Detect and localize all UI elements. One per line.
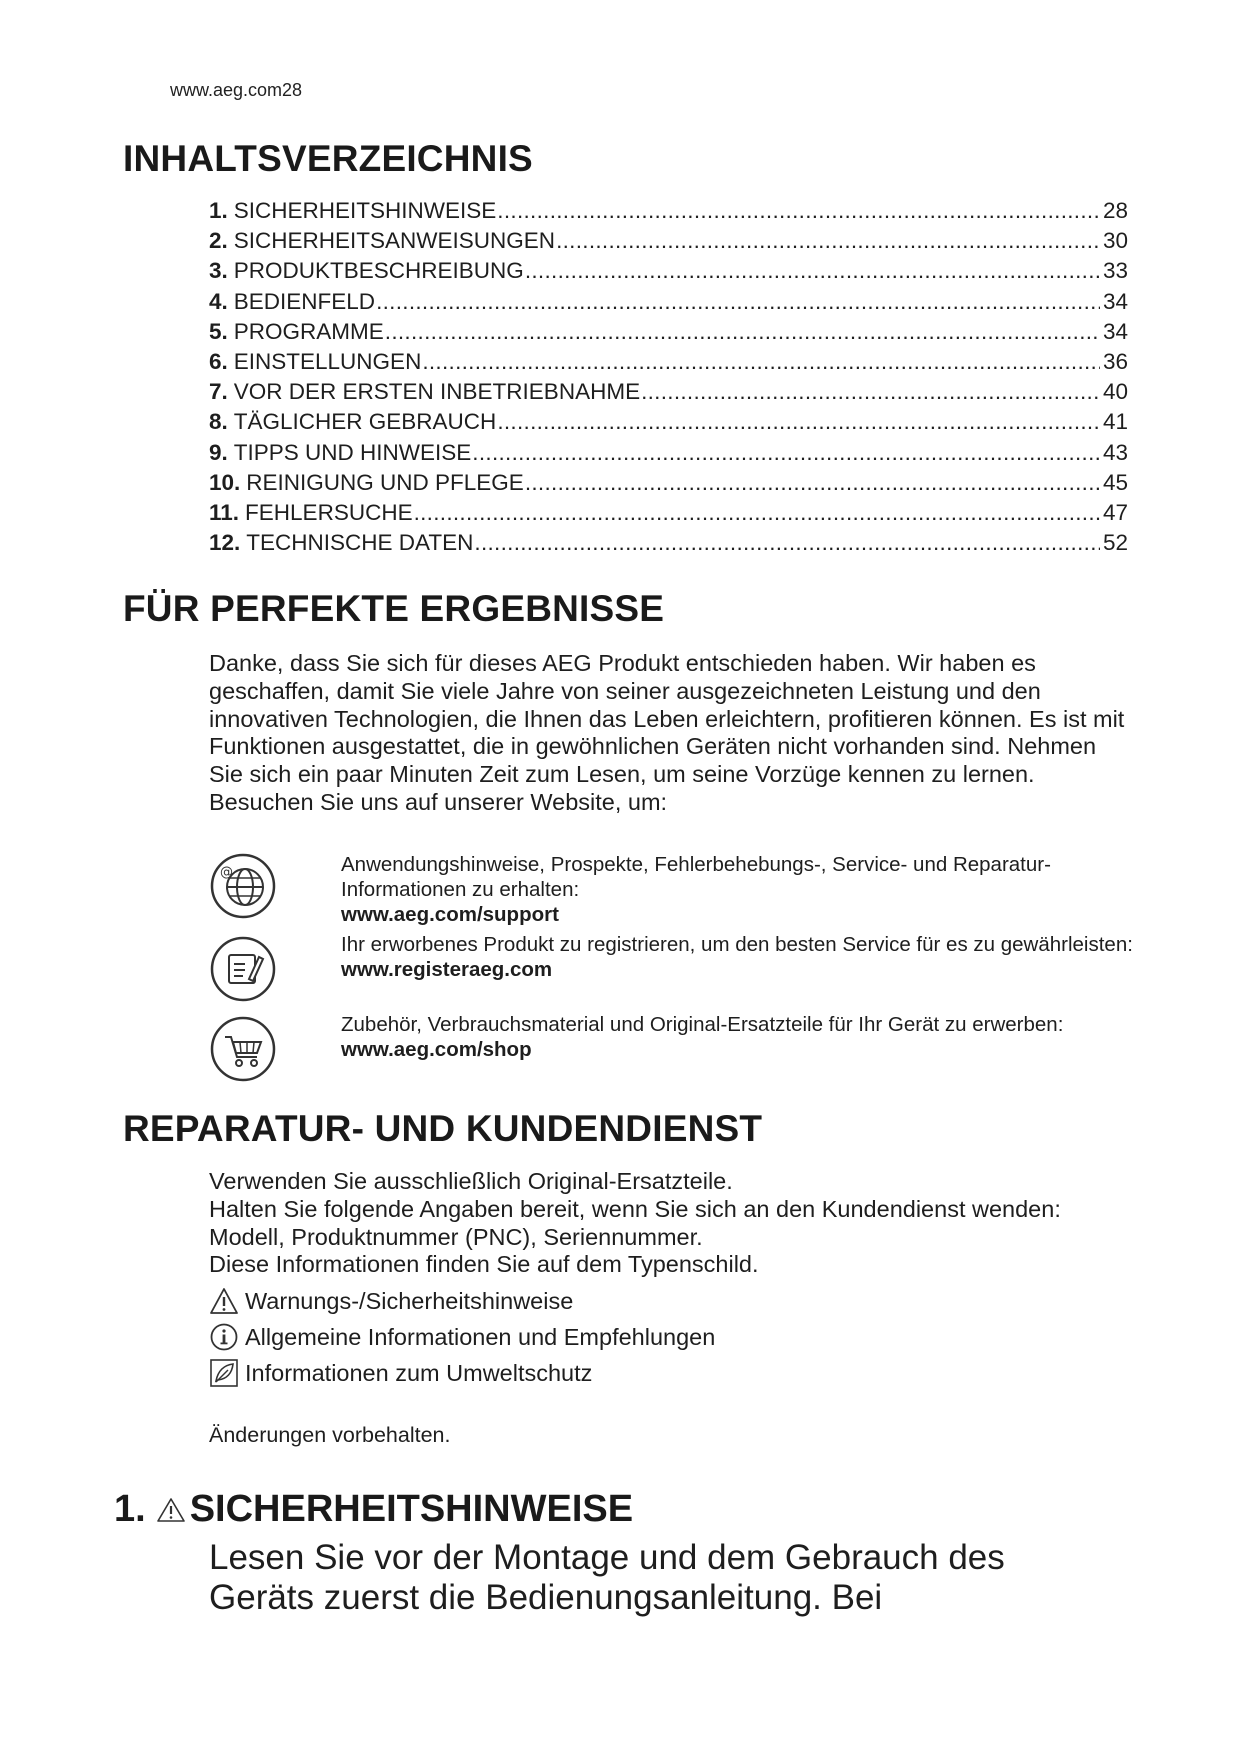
toc-item-title: TECHNISCHE DATEN xyxy=(246,530,474,556)
toc-item-page: 43 xyxy=(1102,439,1128,465)
legend-label: Allgemeine Informationen und Empfehlungen xyxy=(245,1323,716,1350)
service-description xyxy=(341,1012,1141,1062)
toc-item-number: 9. xyxy=(209,439,228,465)
toc-heading: INHALTSVERZEICHNIS xyxy=(123,138,533,179)
toc-item-page: 40 xyxy=(1102,379,1128,405)
cart-icon xyxy=(209,1015,277,1083)
toc-item-title: SICHERHEITSANWEISUNGEN xyxy=(233,228,556,254)
service-text: Zubehör, Verbrauchsmaterial und Original-Ersatzteile für Ihr Gerät zu erwerben: xyxy=(341,1013,1064,1036)
service-text: Ihr erworbenes Produkt zu registrieren, um den besten Service für es zu gewährleisten: xyxy=(341,933,1133,956)
toc-item-title: TIPPS UND HINWEISE xyxy=(233,439,472,465)
toc-item-number: 8. xyxy=(209,409,228,435)
support-link[interactable]: www.aeg.com/support xyxy=(341,903,559,926)
legend-info xyxy=(209,1322,715,1352)
section-number: 1. xyxy=(114,1488,146,1530)
toc-leader-dots xyxy=(474,530,1100,556)
section-title: SICHERHEITSHINWEISE xyxy=(189,1488,634,1530)
leaf-icon xyxy=(209,1358,239,1388)
toc-item-title: FEHLERSUCHE xyxy=(245,499,413,525)
register-link[interactable]: www.registeraeg.com xyxy=(341,958,553,981)
toc-item[interactable] xyxy=(209,319,1128,349)
warning-icon xyxy=(209,1286,239,1316)
shop-link[interactable]: www.aeg.com/shop xyxy=(341,1038,532,1061)
toc-item-page: 34 xyxy=(1102,318,1128,344)
toc-leader-dots xyxy=(497,409,1100,435)
toc-item[interactable] xyxy=(209,500,1128,530)
toc-leader-dots xyxy=(556,228,1100,254)
toc-leader-dots xyxy=(376,289,1100,315)
toc-item-title: PROGRAMME xyxy=(233,318,384,344)
section-1-heading xyxy=(114,1488,633,1531)
toc-item[interactable] xyxy=(209,289,1128,319)
visit-text: Besuchen Sie uns auf unserer Website, um: xyxy=(209,788,668,815)
toc-item-number: 12. xyxy=(209,530,241,556)
thanks-text: Danke, dass Sie sich für dieses AEG Produkt entschieden haben. Wir haben es geschaffen, damit Sie viele Jahre von seiner ausgezeichneten Leistung und den innovativen Technologien, die Ihnen das Leben erleichtern, profitieren können. Es ist mit Funktionen ausgestattet, die in gewöhnlichen Geräten nicht vorhanden sind. Nehmen Sie sich ein paar Minuten Zeit zum Lesen, um seine Vorzüge kennen zu lernen. xyxy=(209,650,1125,788)
toc-item[interactable] xyxy=(209,440,1128,470)
toc-item[interactable] xyxy=(209,530,1128,560)
toc-item-number: 5. xyxy=(209,318,228,344)
spare-parts-text: Verwenden Sie ausschließlich Original-Ersatzteile. xyxy=(209,1168,733,1194)
legend-environment xyxy=(209,1358,592,1388)
toc-leader-dots xyxy=(497,198,1100,224)
toc-item[interactable] xyxy=(209,470,1128,500)
service-paragraph xyxy=(209,1168,1129,1279)
toc-item-number: 4. xyxy=(209,288,228,314)
toc-item[interactable] xyxy=(209,379,1128,409)
toc-item-page: 33 xyxy=(1102,258,1128,284)
toc-item[interactable] xyxy=(209,228,1128,258)
toc-item-number: 3. xyxy=(209,258,228,284)
svg-text:@: @ xyxy=(220,865,233,880)
page-header-url: www.aeg.com28 xyxy=(170,80,303,100)
toc-item-title: PRODUKTBESCHREIBUNG xyxy=(233,258,524,284)
toc-item-page: 36 xyxy=(1102,348,1128,374)
toc-item-title: BEDIENFELD xyxy=(233,288,376,314)
toc-item-title: SICHERHEITSHINWEISE xyxy=(233,198,497,223)
globe-icon xyxy=(209,852,277,920)
legend-label: Informationen zum Umweltschutz xyxy=(245,1359,593,1386)
toc-item-number: 1. xyxy=(209,198,228,223)
toc-item-page: 34 xyxy=(1102,288,1128,314)
toc-leader-dots xyxy=(422,349,1100,375)
rating-plate-text: Diese Informationen finden Sie auf dem Typenschild. xyxy=(209,1251,759,1278)
toc-leader-dots xyxy=(414,500,1100,526)
toc-leader-dots xyxy=(525,258,1100,284)
toc-leader-dots xyxy=(641,379,1100,405)
toc-item-title: TÄGLICHER GEBRAUCH xyxy=(233,409,497,435)
legend-label: Warnungs-/Sicherheitshinweise xyxy=(245,1287,574,1314)
toc-leader-dots xyxy=(385,319,1100,345)
toc-item-page: 47 xyxy=(1102,499,1128,525)
perfect-results-heading: FÜR PERFEKTE ERGEBNISSE xyxy=(123,588,665,629)
toc-item[interactable] xyxy=(209,258,1128,288)
intro-paragraph xyxy=(209,650,1129,817)
legend-warning xyxy=(209,1286,573,1316)
toc-item-number: 2. xyxy=(209,228,228,254)
toc-item-page: 45 xyxy=(1102,469,1128,495)
toc-item-page: 30 xyxy=(1102,228,1128,254)
toc-item[interactable] xyxy=(209,349,1128,379)
changes-reserved-note: Änderungen vorbehalten. xyxy=(209,1423,451,1447)
toc-item-title: VOR DER ERSTEN INBETRIEBNAHME xyxy=(233,379,641,405)
toc-item-title: EINSTELLUNGEN xyxy=(233,348,422,374)
contact-info-text: Halten Sie folgende Angaben bereit, wenn Sie sich an den Kundendienst wenden: Modell, Produktnummer (PNC), Seriennummer. xyxy=(209,1195,1061,1250)
toc-item-page: 28 xyxy=(1102,198,1128,223)
repair-service-heading: REPARATUR- UND KUNDENDIENST xyxy=(123,1108,763,1149)
info-icon xyxy=(209,1322,239,1352)
toc-item-number: 11. xyxy=(209,499,240,525)
service-description xyxy=(341,852,1141,927)
toc-item[interactable] xyxy=(209,409,1128,439)
toc-item-number: 6. xyxy=(209,348,228,374)
toc-leader-dots xyxy=(472,440,1100,466)
toc-item[interactable] xyxy=(209,198,1128,228)
service-description xyxy=(341,932,1141,982)
table-of-contents xyxy=(209,198,1128,560)
warning-icon xyxy=(156,1497,186,1523)
toc-item-title: REINIGUNG UND PFLEGE xyxy=(246,469,524,495)
service-text: Anwendungshinweise, Prospekte, Fehlerbehebungs-, Service- und Reparatur-Informationen zu erhalten: xyxy=(341,853,1051,901)
safety-intro-text: Lesen Sie vor der Montage und dem Gebrauch des Geräts zuerst die Bedienungsanleitung. Bei xyxy=(209,1538,1005,1617)
register-icon xyxy=(209,935,277,1003)
toc-item-page: 41 xyxy=(1102,409,1128,435)
toc-item-number: 10. xyxy=(209,469,241,495)
toc-item-page: 52 xyxy=(1102,530,1128,556)
toc-item-number: 7. xyxy=(209,379,228,405)
toc-leader-dots xyxy=(525,470,1100,496)
